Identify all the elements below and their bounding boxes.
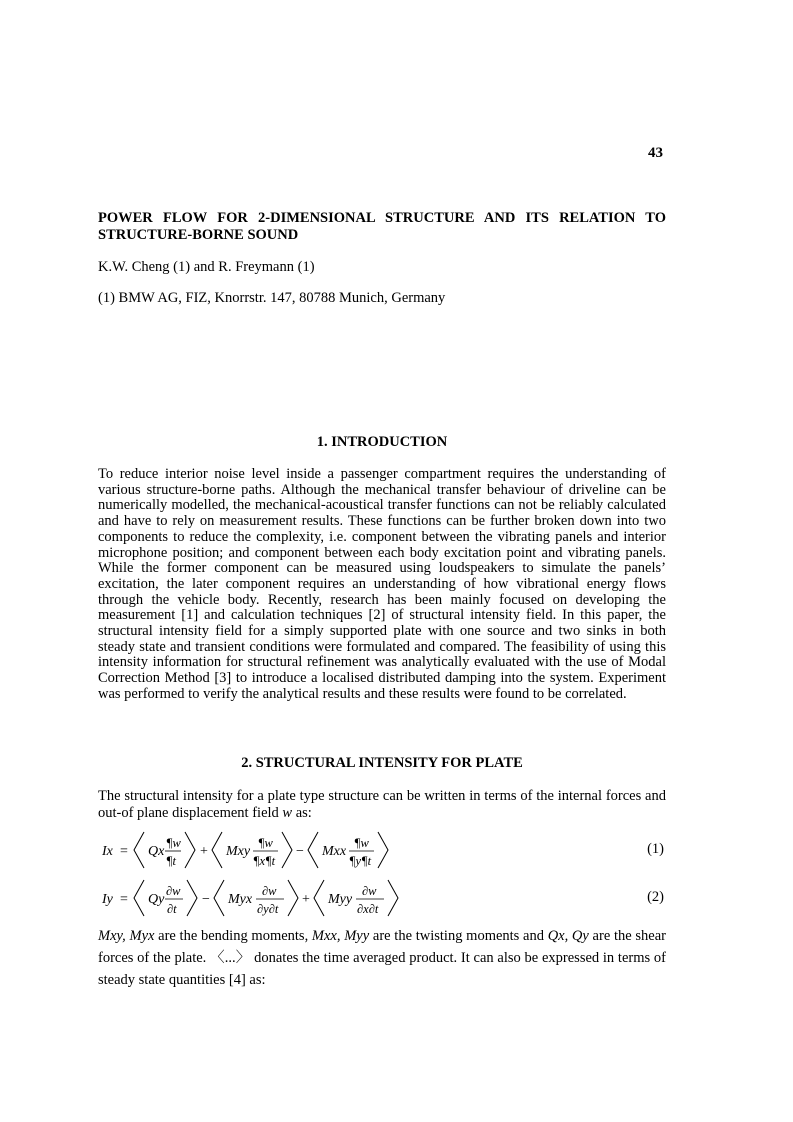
eq2-term1-coef: Qy <box>148 892 165 907</box>
eq1-term3-coef: Mxx <box>322 844 347 859</box>
twisting-text: are the twisting moments and <box>369 928 548 944</box>
equation-1-graphic <box>98 828 398 872</box>
eq2-equals: = <box>120 892 128 907</box>
eq2-right-bracket-2 <box>288 880 298 916</box>
eq1-right-bracket-2 <box>282 832 292 868</box>
eq2-term2-num: ∂w <box>262 884 277 898</box>
introduction-paragraph: To reduce interior noise level inside a passenger compartment requires the understanding of various structure-borne paths. Although the mechanical transfer behaviour of driveline can be numerically modelled, the mechanical-acoustical transfer functions can not be reliably calculated and have to rely on measurement results. These functions can be further broken down into two components to reduce the complexity, i.e. component between the vibrating panels and interior microphone position; and component between each body excitation point and vibrating panels. While the former component can be measured using loudspeakers to simulate the panels’ excitation, the later component requires an understanding of how vibrational energy flows through the vehicle body. Recently, research has been mainly focused on developing the measurement [1] and calculation techniques [2] of structural intensity field. In this paper, the structural intensity field for a simply supported plate with one source and two sinks in both steady state and transient conditions were formulated and compared. The feasibility of using this intensity information for structural refinement was analytically evaluated with the use of Modal Correction Method [3] to introduce a localised distributed damping into the system. Experiment was performed to verify the analytical results and these results were found to be correlated. <box>98 466 666 702</box>
shear-variables: Qx, Qy <box>547 928 589 944</box>
eq1-left-bracket-3 <box>308 832 318 868</box>
eq1-term3-num: ¶w <box>354 836 369 850</box>
eq1-term2-coef: Mxy <box>226 844 251 859</box>
eq2-left-bracket-3 <box>314 880 324 916</box>
eq2-sign-2: − <box>202 892 210 907</box>
eq2-left-bracket-2 <box>214 880 224 916</box>
section-heading-structural-intensity: 2. STRUCTURAL INTENSITY FOR PLATE <box>241 755 523 771</box>
displacement-variable: w <box>282 804 293 821</box>
eq1-sign-3: − <box>296 844 304 859</box>
eq2-term3-den: ∂x∂t <box>357 902 379 916</box>
eq1-term1-num: ¶w <box>166 836 181 850</box>
eq2-term1-den: ∂t <box>167 902 177 916</box>
authors: K.W. Cheng (1) and R. Freymann (1) <box>98 259 315 275</box>
equation-2-number: (2) <box>647 889 664 905</box>
bending-text: are the bending moments, <box>154 928 312 944</box>
affiliation: (1) BMW AG, FIZ, Knorrstr. 147, 80788 Munich, Germany <box>98 290 446 306</box>
eq1-term1-den: ¶t <box>166 854 177 868</box>
eq2-right-bracket <box>187 880 197 916</box>
time-average-symbol: 〈...〉 <box>210 950 251 966</box>
eq1-left-bracket <box>134 832 144 868</box>
eq1-right-bracket-3 <box>378 832 388 868</box>
eq1-right-bracket <box>185 832 195 868</box>
eq1-term2-num: ¶w <box>258 836 273 850</box>
paragraph-text: The structural intensity for a plate type structure can be written in terms of the internal forces and out-of plane displacement field <box>98 788 666 821</box>
shear-text: are the shear forces of the plate. <box>98 928 666 966</box>
section-heading-introduction: 1. INTRODUCTION <box>316 434 448 450</box>
eq2-left-bracket <box>134 880 144 916</box>
eq2-lhs: Iy <box>102 892 113 907</box>
twisting-variables: Mxx, Myy <box>311 928 370 944</box>
eq2-term2-coef: Myx <box>228 892 253 907</box>
eq2-term2-den: ∂y∂t <box>257 902 279 916</box>
eq1-left-bracket-2 <box>212 832 222 868</box>
eq1-term3-den: ¶y¶t <box>349 854 372 868</box>
eq2-sign-3: + <box>302 892 310 907</box>
equation-1-number: (1) <box>647 841 664 857</box>
equation-1 <box>98 828 666 872</box>
eq1-term1-coef: Qx <box>148 844 165 859</box>
structural-intensity-paragraph <box>98 788 666 821</box>
equation-2-graphic <box>98 876 398 920</box>
paper-title: POWER FLOW FOR 2-DIMENSIONAL STRUCTURE AND ITS RELATION TO STRUCTURE-BORNE SOUND <box>98 210 666 243</box>
eq2-term3-num: ∂w <box>362 884 377 898</box>
eq2-right-bracket-3 <box>388 880 398 916</box>
moments-paragraph <box>98 925 666 991</box>
bending-variables: Mxy, Myx <box>98 928 155 944</box>
eq1-equals: = <box>120 844 128 859</box>
equation-2 <box>98 876 666 920</box>
paragraph-text-end: as: <box>292 804 312 821</box>
eq2-term3-coef: Myy <box>328 892 353 907</box>
eq2-term1-num: ∂w <box>166 884 181 898</box>
tail-text: donates the time averaged product. It can also be expressed in terms of steady state quantities [4] as: <box>98 950 666 988</box>
eq1-lhs: Ix <box>102 844 113 859</box>
eq1-sign-2: + <box>200 844 208 859</box>
page-number: 43 <box>648 145 663 161</box>
eq1-term2-den: ¶x¶t <box>253 854 276 868</box>
